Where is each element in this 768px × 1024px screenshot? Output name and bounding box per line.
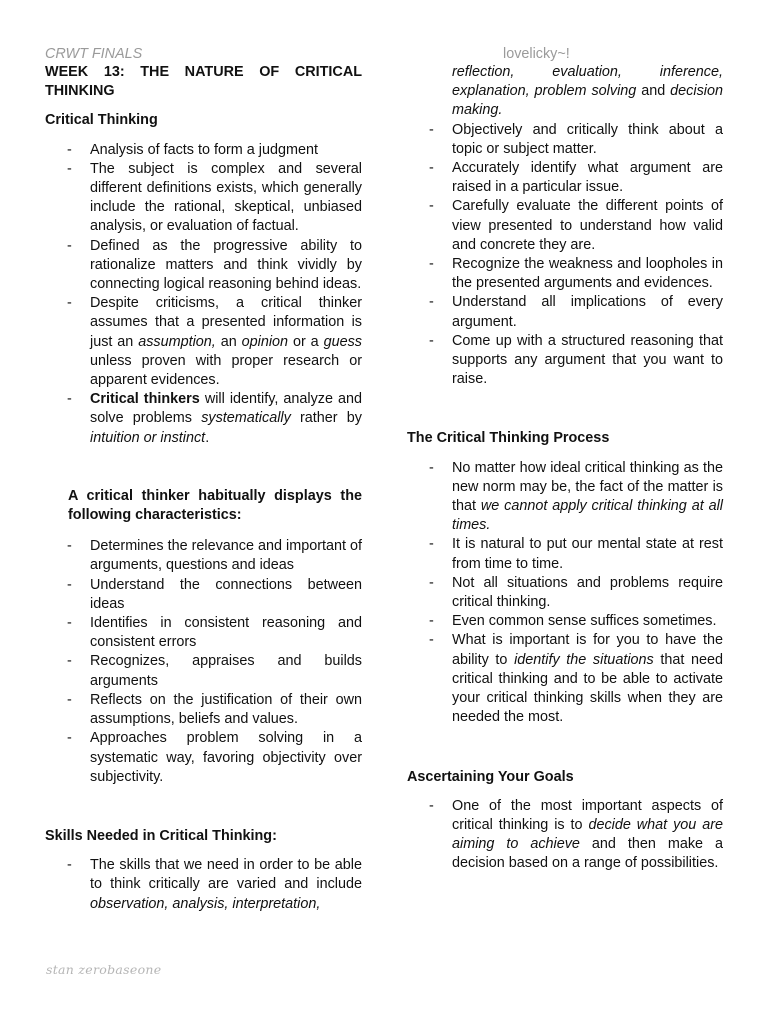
text-run: reflection, evaluation, inference, explanation, problem solving (452, 64, 723, 100)
goals-list (407, 797, 723, 874)
list-item: - Identifies in consistent reasoning and consistent errors (45, 614, 362, 652)
text-run: identify the situations (514, 651, 654, 668)
text-run: intuition or instinct (90, 429, 206, 446)
list-item: - Carefully evaluate the different points of view presented to understand how valid and concrete they are. (407, 197, 723, 255)
list-item: - Understand all implications of every argument. (407, 293, 723, 331)
text-run: No matter how ideal critical thinking as the new norm may be, the fact of the matter is that (452, 459, 723, 515)
text-run: . (205, 429, 210, 446)
header-course-label: CRWT FINALS (45, 46, 143, 62)
list-item: - Recognize the weakness and loopholes in the presented arguments and evidences. (407, 255, 723, 293)
list-item: - Accurately identify what argument are raised in a particular issue. (407, 159, 723, 197)
text-run: Despite criticisms, a critical thinker assumes that a presented information is just an (90, 295, 362, 350)
list-item: - Defined as the progressive ability to rationalize matters and think vividly by connecting logical reasoning behind ideas. (45, 237, 362, 295)
text-run: The skills that we need in order to be able to think critically are varied and include (90, 857, 362, 893)
skills-list (407, 121, 723, 390)
list-item: - The subject is complex and several different definitions exists, which generally include the rational, skeptical, unbiased analysis, or evaluation of factual. (45, 160, 362, 237)
list-item (45, 390, 362, 448)
list-item: - Not all situations and problems require critical thinking. (407, 574, 723, 612)
text-run: that need critical thinking and to be able to activate your critical thinking skills when they are needed the most. (452, 651, 723, 726)
characteristics-list (45, 537, 362, 787)
week-title: WEEK 13: THE NATURE OF CRITICAL THINKING (45, 64, 362, 100)
text-run: or a (288, 333, 324, 350)
left-column (45, 63, 362, 914)
list-item (407, 797, 723, 874)
text-run: an (215, 333, 242, 350)
text-run: Critical thinkers (90, 391, 200, 408)
list-item: - Recognizes, appraises and builds arguments (45, 652, 362, 690)
list-item: - Understand the connections between ideas (45, 576, 362, 614)
text-run: we cannot apply critical thinking at all times. (452, 498, 723, 534)
text-run: What is important is for you to have the ability to (452, 632, 723, 668)
list-item (407, 459, 723, 536)
skills-continuation (407, 63, 723, 121)
text-run: decision making. (452, 83, 723, 119)
list-item: - Come up with a structured reasoning that supports any argument that you want to raise. (407, 332, 723, 390)
list-item: - Objectively and critically think about a topic or subject matter. (407, 121, 723, 159)
text-run: and then make a decision based on a range of possibilities. (452, 836, 723, 872)
list-item (407, 631, 723, 727)
characteristics-heading: A critical thinker habitually displays the following characteristics: (68, 487, 362, 524)
list-item: - Even common sense suffices sometimes. (407, 612, 723, 631)
text-run: decide what you are aiming to achieve (452, 816, 723, 853)
text-run: and (636, 83, 671, 100)
text-run: observation, analysis, interpretation, (90, 895, 321, 912)
list-item (45, 294, 362, 390)
process-list (407, 459, 723, 728)
list-item: - It is natural to put our mental state at rest from time to time. (407, 535, 723, 573)
right-column (407, 63, 723, 874)
text-run: unless proven with proper research or apparent evidences. (90, 352, 362, 389)
text-run: assumption, (138, 333, 216, 350)
list-item: - Analysis of facts to form a judgment (45, 141, 362, 160)
critical-thinking-heading: Critical Thinking (45, 112, 158, 129)
critical-thinking-list (45, 141, 362, 448)
text-run: will identify, analyze and solve problems (90, 391, 362, 427)
skills-heading: Skills Needed in Critical Thinking: (45, 827, 277, 844)
header-author-label: lovelicky~! (503, 46, 570, 62)
text-run: One of the most important aspects of critical thinking is to (452, 797, 723, 833)
list-item: - Reflects on the justification of their own assumptions, beliefs and values. (45, 691, 362, 729)
text-run: guess (323, 333, 362, 350)
list-item (45, 856, 362, 914)
text-run: systematically (201, 410, 291, 427)
footer-signature: stan zerobaseone (46, 962, 162, 977)
text-run: opinion (241, 333, 289, 350)
list-item: - Approaches problem solving in a systematic way, favoring objectivity over subjectivity. (45, 729, 362, 787)
process-heading: The Critical Thinking Process (407, 430, 610, 447)
skills-list-start (45, 856, 362, 914)
text-run: rather by (290, 410, 362, 427)
goals-heading: Ascertaining Your Goals (407, 768, 574, 785)
list-item: - Determines the relevance and important of arguments, questions and ideas (45, 537, 362, 575)
